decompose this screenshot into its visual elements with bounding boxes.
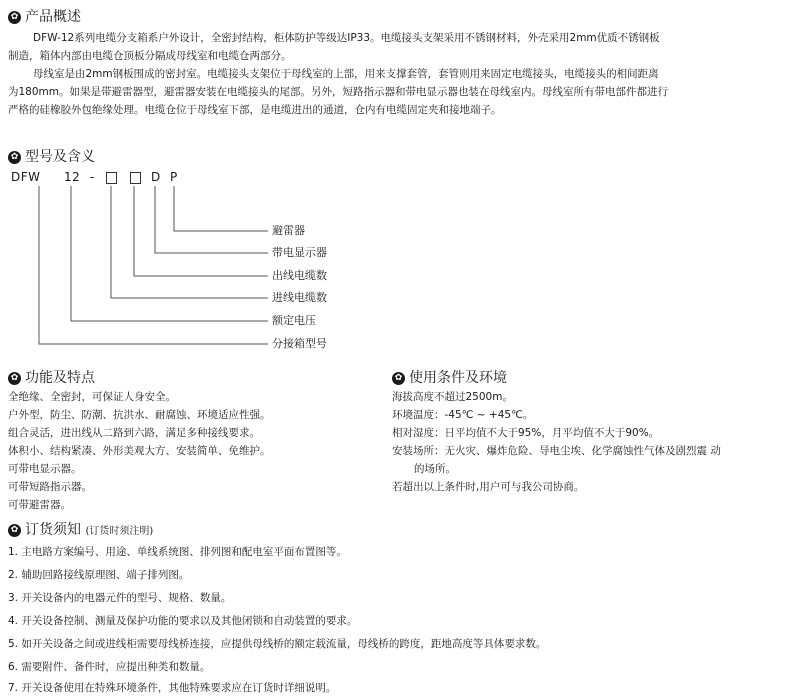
model-title: 型号及含义 [25,149,95,165]
feature-item: 可带电显示器。 [8,463,82,475]
condition-item: 安装场所：无火灾、爆炸危险、导电尘埃、化学腐蚀性气体及剧烈震 动 [392,445,721,457]
condition-item: 海拔高度不超过2500m。 [392,391,513,403]
section-bullet-icon: ✿ [8,11,21,24]
condition-item-continued: 的场所。 [414,463,456,475]
ordering-item: 1. 主电路方案编号、用途、单线系统图、排列图和配电室平面布置图等。 [8,546,347,558]
conditions-title: 使用条件及环境 [409,370,507,386]
model-code-voltage: 12 [64,170,81,184]
condition-item: 环境温度：-45℃ ~ +45℃。 [392,409,534,421]
bracket-line-arrester [174,186,268,231]
overview-paragraph-1-line-1: DFW-12系列电缆分支箱系户外设计，全密封结构，柜体防护等级达IP33。电缆接头支架采用不锈钢材料，外壳采用2mm优质不锈钢板 [33,32,660,44]
section-bullet-icon: ✿ [8,151,21,164]
model-label-voltage: 额定电压 [272,314,316,327]
overview-paragraph-2-line-3: 严格的硅橡胶外包绝缘处理。电缆仓位于母线室下部，是电缆进出的通道，仓内有电缆固定夹和接地端子。 [8,104,502,116]
bracket-line-series [39,186,268,344]
ordering-item: 4. 开关设备控制、测量及保护功能的要求以及其他闭锁和自动装置的要求。 [8,615,358,627]
ordering-title-note: (订货时须注明) [85,526,154,537]
overview-paragraph-2-line-2: 为180mm。如果是带避雷器型，避雷器安装在电缆接头的尾部。另外，短路指示器和带电显示器也装在母线室内。母线室所有带电部件都进行 [8,86,668,98]
model-code-series: DFW [11,170,41,184]
ordering-title [25,522,153,540]
ordering-item: 6. 需要附件、备件时，应提出种类和数量。 [8,661,211,673]
overview-paragraph-1-line-2: 制造，箱体内部由电缆仓顶板分隔成母线室和电缆仓两部分。 [8,50,292,62]
model-label-series: 分接箱型号 [272,337,327,350]
features-title: 功能及特点 [25,370,95,386]
overview-paragraph-2-line-1: 母线室是由2mm钢板围成的密封室。电缆接头支架位于母线室的上部，用来支撑套管，套管则用来固定电缆接头，电缆接头的相间距离 [33,68,659,80]
overview-title: 产品概述 [25,9,81,25]
section-bullet-icon: ✿ [8,372,21,385]
section-bullet-icon: ✿ [392,372,405,385]
feature-item: 户外型，防尘、防潮、抗洪水、耐腐蚀、环境适应性强。 [8,409,271,421]
feature-item: 可带避雷器。 [8,499,71,511]
model-label-outlet: 出线电缆数 [272,269,327,282]
model-code-arrester: P [170,170,178,184]
ordering-item: 3. 开关设备内的电器元件的型号、规格、数量。 [8,592,232,604]
model-label-arrester: 避雷器 [272,224,305,237]
condition-item: 相对湿度：日平均值不大于95%，月平均值不大于90%。 [392,427,660,439]
ordering-item: 5. 如开关设备之间或进线柜需要母线桥连接，应提供母线桥的额定载流量，母线桥的跨度，距地高度等具体要求数。 [8,638,547,650]
feature-item: 体积小、结构紧凑、外形美观大方、安装简单、免维护。 [8,445,271,457]
model-label-indicator: 带电显示器 [272,246,327,259]
model-code-dash: - [90,170,95,184]
bracket-line-indicator [155,186,268,253]
feature-item: 组合灵活，进出线从二路到六路，满足多种接线要求。 [8,427,260,439]
bracket-line-inlet [111,186,268,298]
condition-item: 若超出以上条件时,用户可与我公司协商。 [392,481,585,493]
feature-item: 可带短路指示器。 [8,481,92,493]
ordering-item: 7. 开关设备使用在特殊环境条件，其他特殊要求应在订货时详细说明。 [8,682,337,694]
ordering-item: 2. 辅助回路接线原理图、端子排列图。 [8,569,190,581]
ordering-title-text: 订货须知 [25,522,81,538]
feature-item: 全绝缘、全密封，可保证人身安全。 [8,391,176,403]
section-bullet-icon: ✿ [8,524,21,537]
model-label-inlet: 进线电缆数 [272,291,327,304]
model-code-indicator: D [151,170,161,184]
